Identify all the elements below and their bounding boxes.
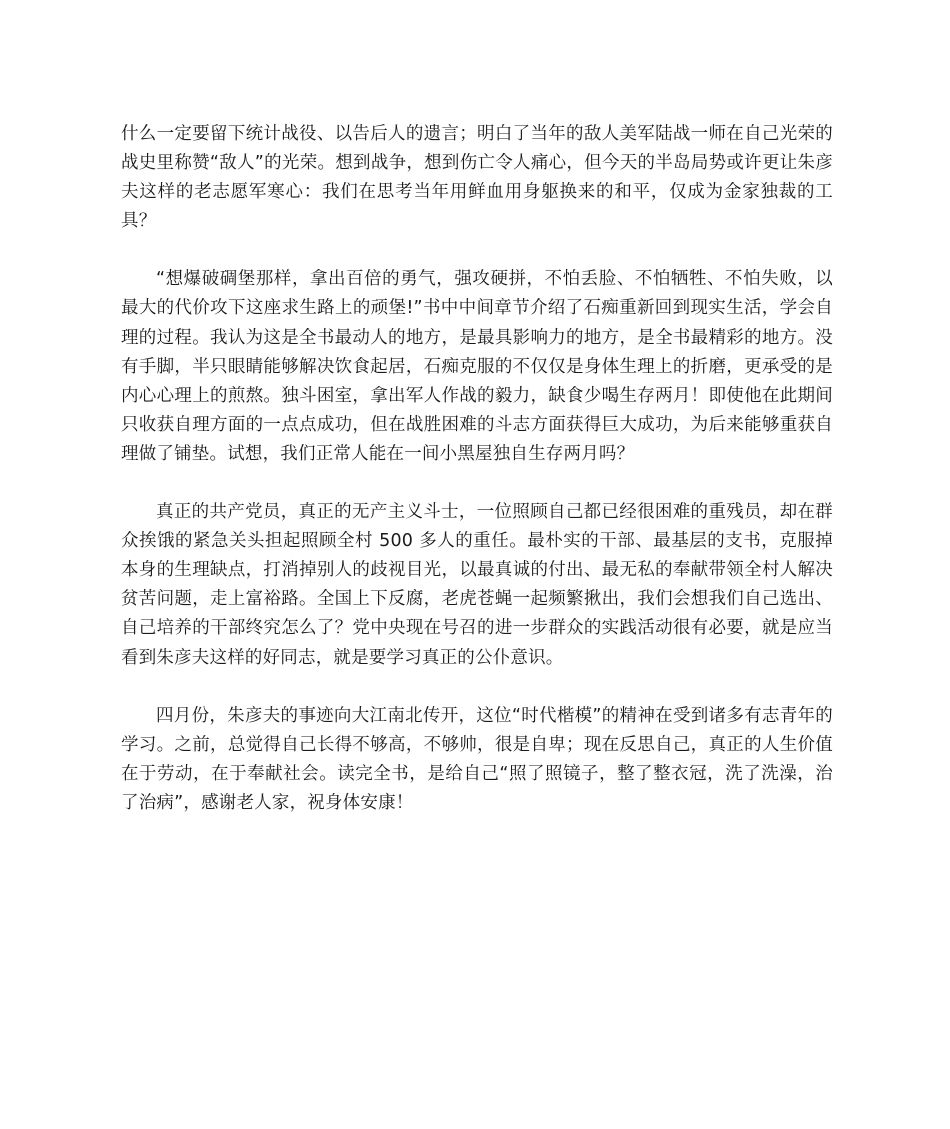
paragraph-4: 四月份，朱彦夫的事迹向大江南北传开，这位“时代楷模”的精神在受到诸多有志青年的学习。之前，总觉得自己长得不够高，不够帅，很是自卑；现在反思自己，真正的人生价值在于劳动，在于奉献社会。读完全书，是给自己“照了照镜子，整了整衣冠，洗了洗澡，治了治病”，感谢老人家，祝身体安康！: [121, 705, 833, 813]
paragraph-2: “想爆破碉堡那样，拿出百倍的勇气，强攻硬拼，不怕丢脸、不怕牺牲、不怕失败，以最大的代价攻下这座求生路上的顽堡!”书中中间章节介绍了石痴重新回到现实生活，学会自理的过程。我认为这是全书最动人的地方，是最具影响力的地方，是全书最精彩的地方。没有手脚，半只眼睛能够解决饮食起居，石痴克服的不仅仅是身体生理上的折磨，更承受的是内心心理上的煎熬。独斗困室，拿出军人作战的毅力，缺食少喝生存两月！即使他在此期间只收获自理方面的一点点成功，但在战胜困难的斗志方面获得巨大成功，为后来能够重获自理做了铺垫。试想，我们正常人能在一间小黑屋独自生存两月吗？: [121, 269, 833, 464]
paragraph-1: 什么一定要留下统计战役、以告后人的遗言；明白了当年的敌人美军陆战一师在自己光荣的战史里称赞“敌人”的光荣。想到战争，想到伤亡令人痛心，但今天的半岛局势或许更让朱彦夫这样的老志愿军寒心：我们在思考当年用鲜血用身躯换来的和平，仅成为金家独裁的工具？: [121, 124, 833, 232]
document-body: [121, 120, 833, 847]
paragraph-3: 真正的共产党员，真正的无产主义斗士，一位照顾自己都已经很困难的重残员，却在群众挨饿的紧急关头担起照顾全村 500 多人的重任。最朴实的干部、最基层的支书，克服掉本身的生理缺点，打消掉别人的歧视目光，以最真诚的付出、最无私的奉献带领全村人解决贫苦问题，走上富裕路。全国上下反腐，老虎苍蝇一起频繁揪出，我们会想我们自己选出、自己培养的干部终究怎么了？党中央现在号召的进一步群众的实践活动很有必要，就是应当看到朱彦夫这样的好同志，就是要学习真正的公仆意识。: [121, 502, 833, 668]
